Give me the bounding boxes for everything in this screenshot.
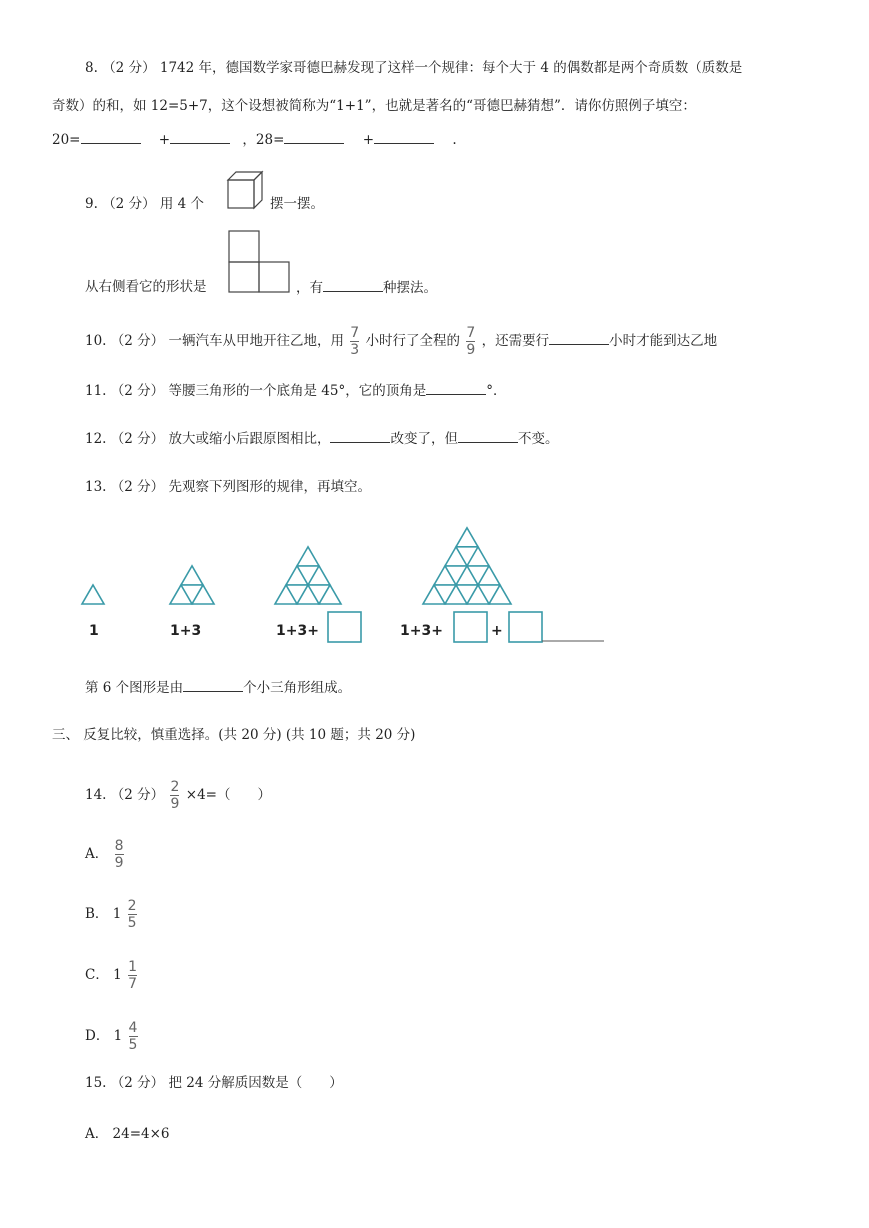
q9-score: （2 分）: [102, 196, 156, 212]
q9-side-view-shape: [228, 230, 290, 294]
q11-score: （2 分）: [110, 383, 165, 399]
q14-option-a-num: 8: [114, 838, 124, 854]
q10-text-post: 小时才能到达乙地: [609, 333, 718, 349]
q14-option-c-den: 7: [128, 976, 137, 992]
q10-text-mid: 小时行了全程的: [365, 333, 461, 349]
q13-label-4: 1+3+: [400, 623, 443, 639]
q14-option-c-fraction: [128, 960, 137, 991]
q14-option-a[interactable]: [85, 832, 126, 876]
q14-text-post: ×4=（ ）: [185, 787, 271, 803]
q15-score: （2 分）: [110, 1075, 165, 1091]
q14-option-b-den: 5: [127, 915, 137, 931]
q13-label-2: 1+3: [170, 623, 202, 639]
q9-line1: [85, 194, 204, 214]
section3-heading: 三、 反复比较，慎重选择。(共 20 分) (共 10 题；共 20 分): [52, 727, 416, 743]
q12-blank-2[interactable]: [458, 428, 518, 443]
q8-blank-2[interactable]: [170, 129, 230, 144]
q10-frac2-num: 7: [466, 325, 476, 341]
q14-option-d-den: 5: [128, 1037, 138, 1053]
q10-line: [85, 321, 717, 361]
q14-frac-num: 2: [170, 779, 180, 795]
q10-fraction-2: [466, 326, 475, 357]
q12-score: （2 分）: [110, 431, 165, 447]
q14-option-c-whole: 1: [113, 967, 122, 983]
q12-text-mid: 改变了，但: [390, 431, 458, 447]
q15-text: 把 24 分解质因数是（ ）: [168, 1075, 343, 1091]
small-triangle: [467, 585, 489, 604]
q14-option-b-num: 2: [127, 898, 137, 914]
small-triangle: [423, 585, 445, 604]
q13-label-1: 1: [89, 623, 99, 639]
q8-line2: 奇数）的和，如 12=5+7，这个设想被简称为“1+1”，也就是著名的“哥德巴赫猜想”．请你仿照例子填空：: [52, 98, 696, 114]
q14-option-d-whole: 1: [113, 1028, 123, 1044]
q8-number: 8.: [85, 60, 98, 76]
small-triangle: [456, 528, 478, 547]
q9-number: 9.: [85, 196, 98, 212]
q9-line2-post: 种摆法。: [383, 280, 437, 296]
q14-score: （2 分）: [110, 787, 165, 803]
q13-answer-box-1[interactable]: [328, 612, 361, 642]
q9-line2-pre: 从右侧看它的形状是: [85, 279, 207, 295]
small-triangle: [170, 585, 192, 604]
small-triangle: [319, 585, 341, 604]
q11-text-post: °．: [486, 383, 507, 399]
q14-option-a-den: 9: [114, 855, 124, 871]
q8-fill-a-label: 20=: [52, 132, 81, 148]
q14-option-b-whole: 1: [112, 906, 122, 922]
small-triangle: [478, 566, 500, 585]
q13-answer-post: 个小三角形组成。: [243, 680, 352, 696]
q9-text-pre: 用 4 个: [159, 196, 205, 212]
small-triangle: [275, 585, 297, 604]
q14-option-a-fraction: [115, 839, 124, 870]
q13-number: 13.: [85, 479, 107, 495]
q14-option-b-letter: B．: [85, 906, 109, 922]
q9-blank[interactable]: [323, 277, 383, 292]
q10-frac1-den: 3: [350, 342, 360, 358]
q10-blank[interactable]: [549, 330, 609, 345]
q13-blank[interactable]: [183, 677, 243, 692]
q8-score: （2 分）: [102, 60, 156, 76]
q13-label-3: 1+3+: [276, 623, 319, 639]
small-triangle: [456, 566, 478, 585]
q14-option-b-fraction: [128, 899, 137, 930]
q10-text-mid2: ，还需要行: [481, 333, 550, 349]
q15-number: 15.: [85, 1075, 107, 1091]
q13-answer-pre: 第 6 个图形是由: [85, 680, 184, 696]
q8-plus-1: +: [158, 132, 171, 148]
small-triangle: [308, 566, 330, 585]
q13-text: 先观察下列图形的规律，再填空。: [168, 479, 371, 495]
q8-blank-4[interactable]: [374, 129, 434, 144]
q13-answer-box-2[interactable]: [454, 612, 487, 642]
q14-option-d-num: 4: [128, 1020, 138, 1036]
q14-option-d-fraction: [129, 1021, 138, 1052]
q8-fill-b-label: ，28=: [242, 132, 285, 148]
q14-option-b[interactable]: [85, 892, 139, 936]
small-triangle: [181, 566, 203, 585]
q14-option-a-letter: A．: [85, 846, 109, 862]
small-triangle: [297, 547, 319, 566]
q8-blank-1[interactable]: [81, 129, 141, 144]
q9-line2: [296, 277, 437, 298]
q14-frac-den: 9: [170, 796, 180, 812]
q10-fraction-1: [350, 326, 359, 357]
q11-number: 11.: [85, 383, 107, 399]
q13-answer-box-3[interactable]: [509, 612, 542, 642]
q15-option-a[interactable]: A． 24=4×6: [85, 1126, 170, 1142]
q8-blank-3[interactable]: [284, 129, 344, 144]
q14-option-c-letter: C．: [85, 967, 109, 983]
q13-triangle-pattern-figure: [0, 515, 869, 655]
q10-frac2-den: 9: [466, 342, 476, 358]
q8-line1: [85, 58, 742, 78]
q9-line2-mid: ，有: [296, 280, 323, 296]
q10-text-pre: 一辆汽车从甲地开往乙地，用: [168, 333, 344, 349]
q8-end: .: [452, 132, 457, 148]
small-triangle: [192, 585, 214, 604]
q12-line: [85, 428, 558, 449]
small-triangle: [297, 585, 319, 604]
q13-answer-line-text: [85, 677, 351, 698]
q8-line3: [52, 129, 457, 150]
q12-number: 12.: [85, 431, 107, 447]
q12-text-pre: 放大或缩小后跟原图相比，: [168, 431, 331, 447]
cube-icon: [226, 170, 264, 210]
small-triangle: [445, 547, 467, 566]
small-triangle: [286, 566, 308, 585]
small-triangle: [445, 585, 467, 604]
q11-text-pre: 等腰三角形的一个底角是 45°，它的顶角是: [168, 383, 427, 399]
small-triangle: [467, 547, 489, 566]
q8-plus-2: +: [362, 132, 375, 148]
q10-frac1-num: 7: [350, 325, 360, 341]
q12-blank-1[interactable]: [330, 428, 390, 443]
q14-line: [85, 773, 271, 817]
small-triangle: [434, 566, 456, 585]
q14-option-d-letter: D．: [85, 1028, 110, 1044]
small-triangle: [489, 585, 511, 604]
q14-option-c-num: 1: [128, 959, 137, 975]
q13-score: （2 分）: [110, 479, 165, 495]
q12-text-post: 不变。: [517, 431, 559, 447]
q8-text1: 1742 年，德国数学家哥德巴赫发现了这样一个规律：每个大于 4 的偶数都是两个奇质数（质数是: [159, 60, 743, 76]
q15-line: [85, 1073, 343, 1093]
q13-label-plus: +: [491, 623, 503, 639]
q14-option-c[interactable]: [85, 953, 139, 997]
q10-number: 10.: [85, 333, 107, 349]
q14-fraction: [170, 780, 179, 811]
q13-line: [85, 477, 371, 497]
q11-blank[interactable]: [426, 380, 486, 395]
q11-line: [85, 380, 506, 401]
q9-text-post: 摆一摆。: [270, 196, 324, 212]
q10-score: （2 分）: [110, 333, 165, 349]
q14-number: 14.: [85, 787, 107, 803]
q14-option-d[interactable]: [85, 1014, 140, 1058]
small-triangle: [82, 585, 104, 604]
